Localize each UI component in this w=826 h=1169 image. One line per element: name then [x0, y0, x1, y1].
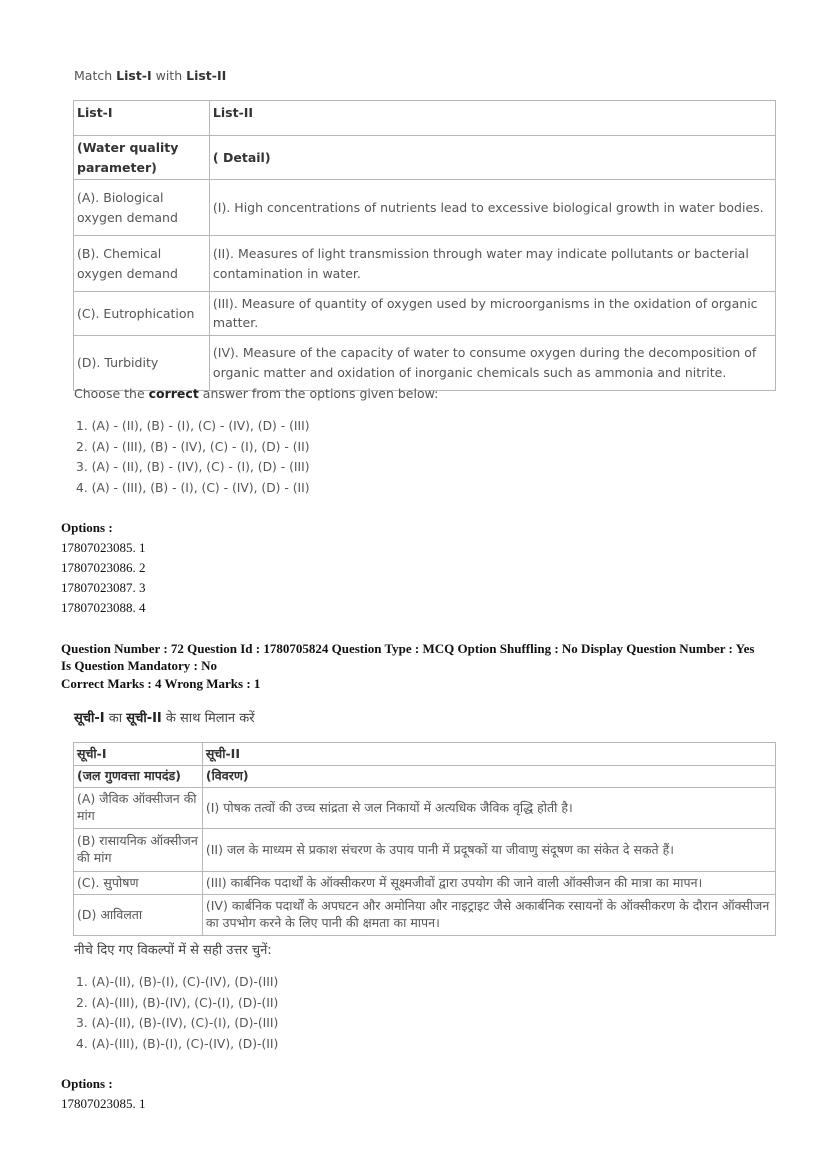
- intro-text: Match: [74, 68, 117, 83]
- choose-bold-word: correct: [148, 386, 199, 401]
- table-row: [74, 895, 776, 936]
- options-block: [61, 1074, 146, 1114]
- table-cell-detail: (III) कार्बनिक पदार्थों के ऑक्सीकरण में सूक्ष्मजीवों द्वारा उपयोग की जाने वाली ऑक्सीजन की मात्रा का मापन।: [202, 872, 775, 895]
- options-block: [61, 518, 146, 618]
- option-id: 17807023087. 3: [61, 580, 146, 595]
- question-meta-line: Is Question Mandatory : No: [61, 657, 218, 673]
- table-row: [74, 236, 776, 292]
- intro-list2: List-II: [186, 68, 227, 83]
- intro-text: with: [151, 68, 187, 83]
- table-cell-parameter: (D) आविलता: [74, 895, 203, 936]
- answer-choice: 2. (A) - (III), (B) - (IV), (C) - (I), (D) - (II): [76, 439, 310, 454]
- choose-text: answer from the options given below:: [198, 386, 439, 401]
- table-cell-parameter: (D). Turbidity: [74, 335, 210, 390]
- option-id: 17807023085. 1: [61, 540, 146, 555]
- answer-choice: 4. (A)-(III), (B)-(I), (C)-(IV), (D)-(II): [76, 1036, 279, 1051]
- options-label: Options :: [61, 520, 113, 535]
- table-header-row: [74, 101, 776, 136]
- table-cell-detail: (II). Measures of light transmission through water may indicate pollutants or bacterial contamination in water.: [209, 236, 775, 292]
- choose-instruction-hindi: नीचे दिए गए विकल्पों में से सही उत्तर चुनें:: [74, 943, 272, 958]
- answer-choice: 1. (A) - (II), (B) - (I), (C) - (IV), (D) - (III): [76, 419, 310, 433]
- answer-choice: 3. (A)-(II), (B)-(IV), (C)-(I), (D)-(III): [76, 1016, 279, 1030]
- table-cell-detail: (II) जल के माध्यम से प्रकाश संचरण के उपाय पानी में प्रदूषकों या जीवाणु संदूषण का संकेत दे सकते हैं।: [202, 829, 775, 872]
- table-cell-parameter: (B). Chemical oxygen demand: [74, 236, 210, 292]
- table-cell-detail: (IV). Measure of the capacity of water to consume oxygen during the decomposition of organic matter and oxidation of inorganic chemicals such as ammonia and nitrite.: [209, 335, 775, 390]
- choose-text: Choose the: [74, 386, 149, 401]
- table-subheader-list1: (Water quality parameter): [74, 136, 210, 180]
- intro-text: के साथ मिलान करें: [161, 711, 255, 726]
- intro-text: का: [104, 711, 127, 726]
- match-table: [73, 100, 776, 391]
- match-table-hindi: [73, 742, 776, 936]
- answer-list-hindi: [76, 972, 278, 1054]
- table-cell-detail: (III). Measure of quantity of oxygen used by microorganisms in the oxidation of organic matter.: [209, 292, 775, 336]
- intro-list1: सूची-I: [74, 711, 105, 726]
- table-row: [74, 180, 776, 236]
- table-row: [74, 335, 776, 390]
- table-cell-parameter: (C). सुपोषण: [74, 872, 203, 895]
- table-header-list2: सूची-II: [202, 743, 775, 766]
- table-subheader-row: [74, 136, 776, 180]
- question-intro: [74, 68, 226, 83]
- intro-list1: List-I: [116, 68, 152, 83]
- table-row: [74, 292, 776, 336]
- answer-choice: 3. (A) - (II), (B) - (IV), (C) - (I), (D) - (III): [76, 460, 310, 474]
- answer-list: [76, 416, 310, 498]
- table-cell-parameter: (B) रासायनिक ऑक्सीजन की मांग: [74, 829, 203, 872]
- table-cell-detail: (I) पोषक तत्वों की उच्च सांद्रता से जल निकायों में अत्यधिक जैविक वृद्धि होती है।: [202, 788, 775, 829]
- question-marks: Correct Marks : 4 Wrong Marks : 1: [61, 676, 261, 691]
- choose-instruction: [74, 386, 438, 401]
- answer-choice: 1. (A)-(II), (B)-(I), (C)-(IV), (D)-(III): [76, 975, 279, 989]
- options-label: Options :: [61, 1076, 113, 1091]
- question-meta: [61, 641, 781, 693]
- table-cell-parameter: (A). Biological oxygen demand: [74, 180, 210, 236]
- option-id: 17807023086. 2: [61, 560, 146, 575]
- table-row: [74, 872, 776, 895]
- table-cell-parameter: (C). Eutrophication: [74, 292, 210, 336]
- table-header-list1: List-I: [74, 101, 210, 136]
- table-header-list2: List-II: [209, 101, 775, 136]
- table-row: [74, 829, 776, 872]
- table-header-list1: सूची-I: [74, 743, 203, 766]
- answer-choice: 4. (A) - (III), (B) - (I), (C) - (IV), (D) - (II): [76, 480, 310, 495]
- table-cell-detail: (I). High concentrations of nutrients lead to excessive biological growth in water bodies.: [209, 180, 775, 236]
- answer-choice: 2. (A)-(III), (B)-(IV), (C)-(I), (D)-(II): [76, 995, 279, 1010]
- intro-list2: सूची-II: [126, 711, 162, 726]
- table-subheader-list2: ( Detail): [209, 136, 775, 180]
- table-subheader-list1: (जल गुणवत्ता मापदंड): [74, 766, 203, 788]
- option-id: 17807023088. 4: [61, 600, 146, 615]
- question-meta-line: Question Number : 72 Question Id : 1780705824 Question Type : MCQ Option Shuffling : No Display Question Number : Yes: [61, 641, 755, 656]
- table-cell-parameter: (A) जैविक ऑक्सीजन की मांग: [74, 788, 203, 829]
- table-header-row: [74, 743, 776, 766]
- table-subheader-row: [74, 766, 776, 788]
- option-id: 17807023085. 1: [61, 1096, 146, 1111]
- question-intro-hindi: [74, 708, 255, 726]
- table-subheader-list2: (विवरण): [202, 766, 775, 788]
- table-cell-detail: (IV) कार्बनिक पदार्थों के अपघटन और अमोनिया और नाइट्राइट जैसे अकार्बनिक रसायनों के ऑक्सीकरण के दौरान ऑक्सीजन का उपभोग करने के लिए पानी की क्षमता का मापन।: [202, 895, 775, 936]
- table-row: [74, 788, 776, 829]
